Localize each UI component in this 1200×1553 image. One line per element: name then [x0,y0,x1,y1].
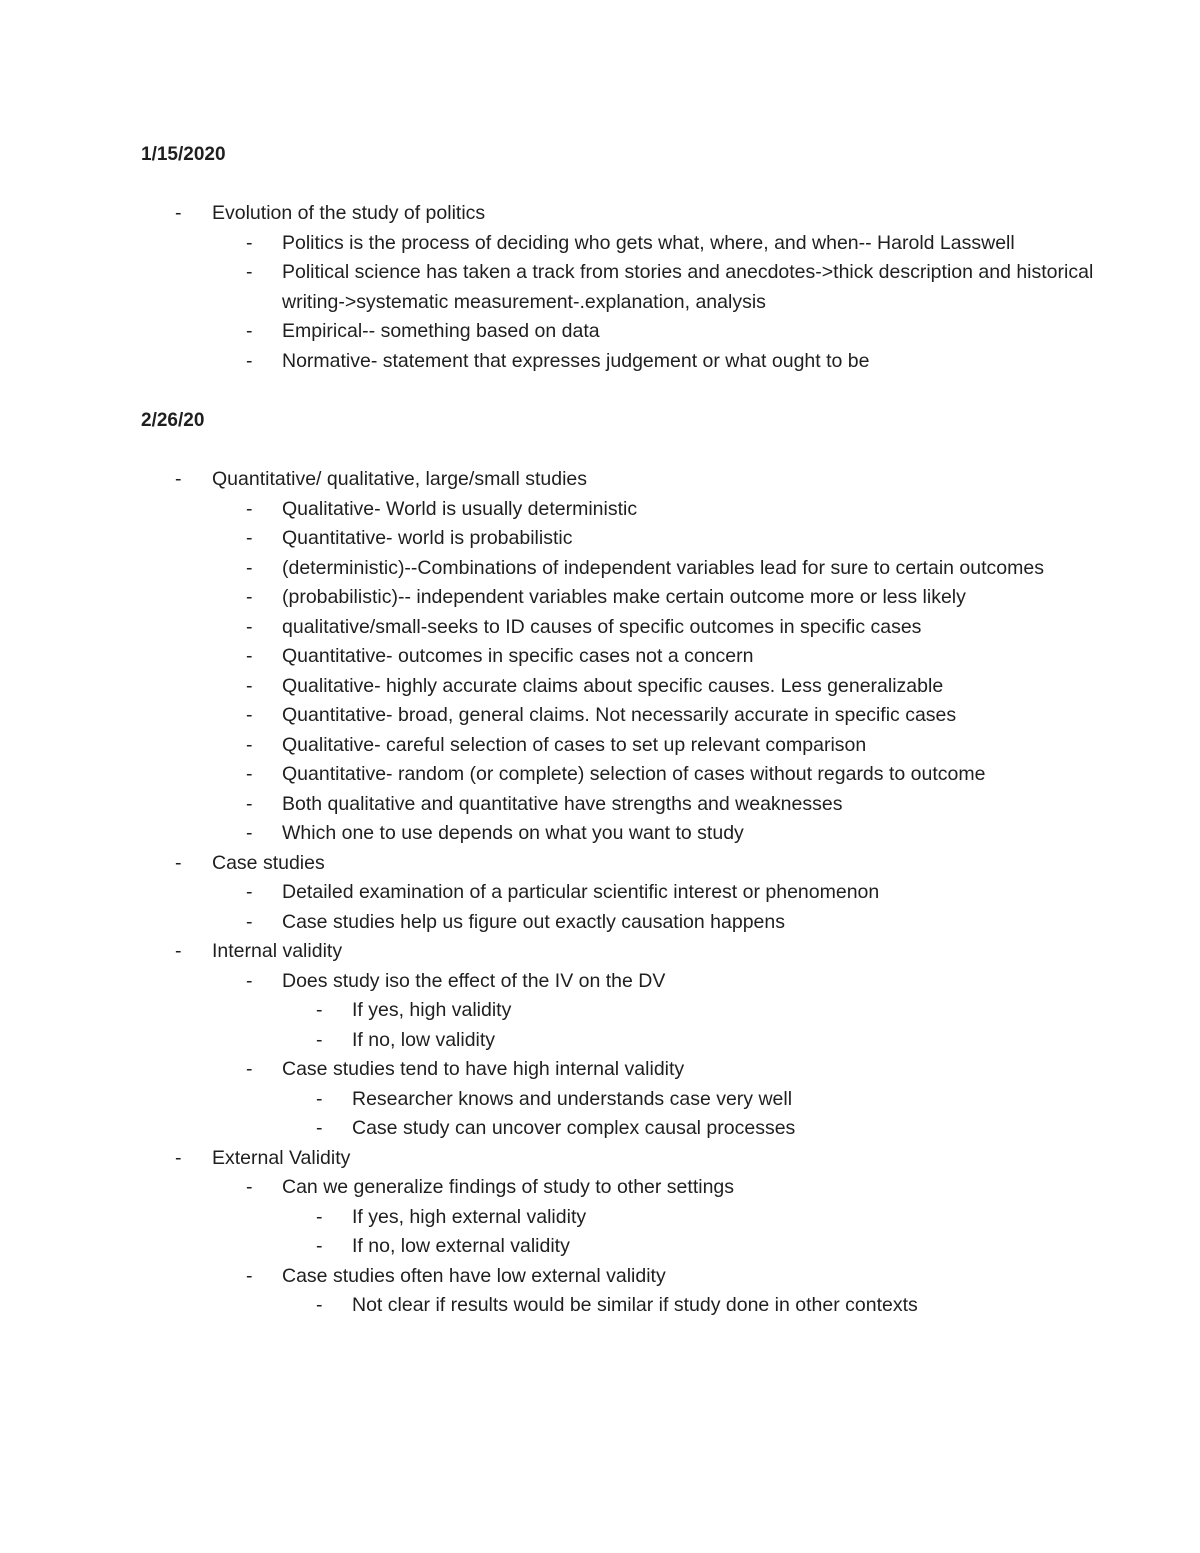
dash-bullet-icon: - [246,910,253,933]
list-item-text: qualitative/small-seeks to ID causes of specific outcomes in specific cases [282,615,922,638]
list-item-text: Which one to use depends on what you want to study [282,822,744,844]
dash-bullet-icon: - [246,1058,253,1080]
heading-spacer [141,436,1101,465]
list-item [141,347,1101,377]
list-item-text: If yes, high external validity [352,1205,587,1228]
list-item-text: Qualitative- careful selection of cases to set up relevant comparison [282,733,867,756]
list-item [141,1173,1101,1203]
dash-bullet-icon: - [175,851,182,874]
list-item [141,937,1101,967]
list-item [141,996,1101,1026]
dash-bullet-icon: - [246,822,253,844]
list-item [141,642,1101,672]
dash-bullet-icon: - [316,1087,323,1110]
list-item [141,908,1101,938]
list-item-text: Case studies help us figure out exactly causation happens [282,910,785,933]
list-item [141,199,1101,229]
list-item [141,849,1101,879]
dash-bullet-icon: - [246,231,253,254]
list-item-text: Case studies tend to have high internal validity [282,1058,685,1080]
dash-bullet-icon: - [246,497,253,520]
list-item [141,583,1101,613]
list-item [141,1055,1101,1085]
list-item [141,1232,1101,1262]
list-item [141,1203,1101,1233]
list-item-text: Case studies [212,851,325,874]
list-item-text: Both qualitative and quantitative have strengths and weaknesses [282,792,843,815]
dash-bullet-icon: - [246,1176,253,1198]
notes-content [141,140,1101,1321]
dash-bullet-icon: - [246,261,253,283]
list-item [141,317,1101,347]
dash-bullet-icon: - [246,645,253,667]
list-item [141,495,1101,525]
list-item-text: (deterministic)--Combinations of independent variables lead for sure to certain outcomes [282,556,1044,579]
section-date-heading: 2/26/20 [141,410,205,431]
list-item [141,967,1101,997]
list-item-text: (probabilistic)-- independent variables make certain outcome more or less likely [282,586,966,608]
list-item [141,465,1101,495]
list-item [141,790,1101,820]
dash-bullet-icon: - [316,1235,323,1257]
section-date-heading: 1/15/2020 [141,144,226,165]
dash-bullet-icon: - [246,704,253,726]
list-item-text: Can we generalize findings of study to other settings [282,1176,735,1198]
list-item-text: Quantitative- broad, general claims. Not necessarily accurate in specific cases [282,704,957,726]
dash-bullet-icon: - [175,1146,182,1169]
dash-bullet-icon: - [246,586,253,608]
list-item [141,229,1101,259]
list-item-text: Not clear if results would be similar if study done in other contexts [352,1294,918,1316]
list-item-text: Quantitative- outcomes in specific cases not a concern [282,645,754,667]
list-item-text: If no, low external validity [352,1235,570,1257]
dash-bullet-icon: - [175,202,182,224]
list-item-text: Qualitative- highly accurate claims about specific causes. Less generalizable [282,674,944,697]
list-item-text: Quantitative- random (or complete) selection of cases without regards to outcome [282,763,986,785]
list-item [141,878,1101,908]
list-item-text: If yes, high validity [352,999,512,1021]
list-item [141,613,1101,643]
dash-bullet-icon: - [175,940,182,962]
dash-bullet-icon: - [246,969,253,992]
heading-spacer [141,170,1101,199]
dash-bullet-icon: - [246,733,253,756]
list-item-text: Qualitative- World is usually deterministic [282,497,638,520]
dash-bullet-icon: - [246,881,253,903]
bullet-list [141,465,1101,1321]
dash-bullet-icon: - [316,1205,323,1228]
dash-bullet-icon: - [246,527,253,549]
dash-bullet-icon: - [316,1028,323,1051]
list-item-text: Quantitative- world is probabilistic [282,527,573,549]
dash-bullet-icon: - [316,1117,323,1139]
list-item [141,1026,1101,1056]
list-item [141,554,1101,584]
list-item [141,1085,1101,1115]
list-item [141,672,1101,702]
list-item [141,731,1101,761]
dash-bullet-icon: - [246,320,253,342]
list-item-text: Normative- statement that expresses judgement or what ought to be [282,349,870,372]
dash-bullet-icon: - [246,1264,253,1287]
dash-bullet-icon: - [246,674,253,697]
list-item [141,1262,1101,1292]
dash-bullet-icon: - [316,999,323,1021]
list-item [141,819,1101,849]
dash-bullet-icon: - [175,468,182,490]
list-item [141,760,1101,790]
dash-bullet-icon: - [246,763,253,785]
dash-bullet-icon: - [246,349,253,372]
dash-bullet-icon: - [246,792,253,815]
list-item-text: Quantitative/ qualitative, large/small studies [212,468,588,490]
list-item-text: If no, low validity [352,1028,496,1051]
list-item [141,1114,1101,1144]
list-item-text: Detailed examination of a particular scientific interest or phenomenon [282,881,880,903]
list-item-text: Internal validity [212,940,343,962]
list-item-text: Politics is the process of deciding who gets what, where, and when-- Harold Lasswell [282,231,1015,254]
list-item-text: Researcher knows and understands case very well [352,1087,793,1110]
list-item-text: Case studies often have low external validity [282,1264,666,1287]
dash-bullet-icon: - [316,1294,323,1316]
list-item [141,701,1101,731]
list-item [141,524,1101,554]
list-item [141,1291,1101,1321]
list-item-text: Does study iso the effect of the IV on the DV [282,969,666,992]
dash-bullet-icon: - [246,556,253,579]
list-item-text: External Validity [212,1146,351,1169]
list-item-text: Political science has taken a track from stories and anecdotes->thick description and historical writing->systematic measurement-.explanation, analysis [282,261,1094,313]
list-item-text: Evolution of the study of politics [212,202,486,224]
list-item [141,1144,1101,1174]
list-item-text: Case study can uncover complex causal processes [352,1117,796,1139]
list-item [141,258,1101,317]
list-item-text: Empirical-- something based on data [282,320,600,342]
bullet-list [141,199,1101,376]
dash-bullet-icon: - [246,615,253,638]
section-spacer [141,376,1101,406]
